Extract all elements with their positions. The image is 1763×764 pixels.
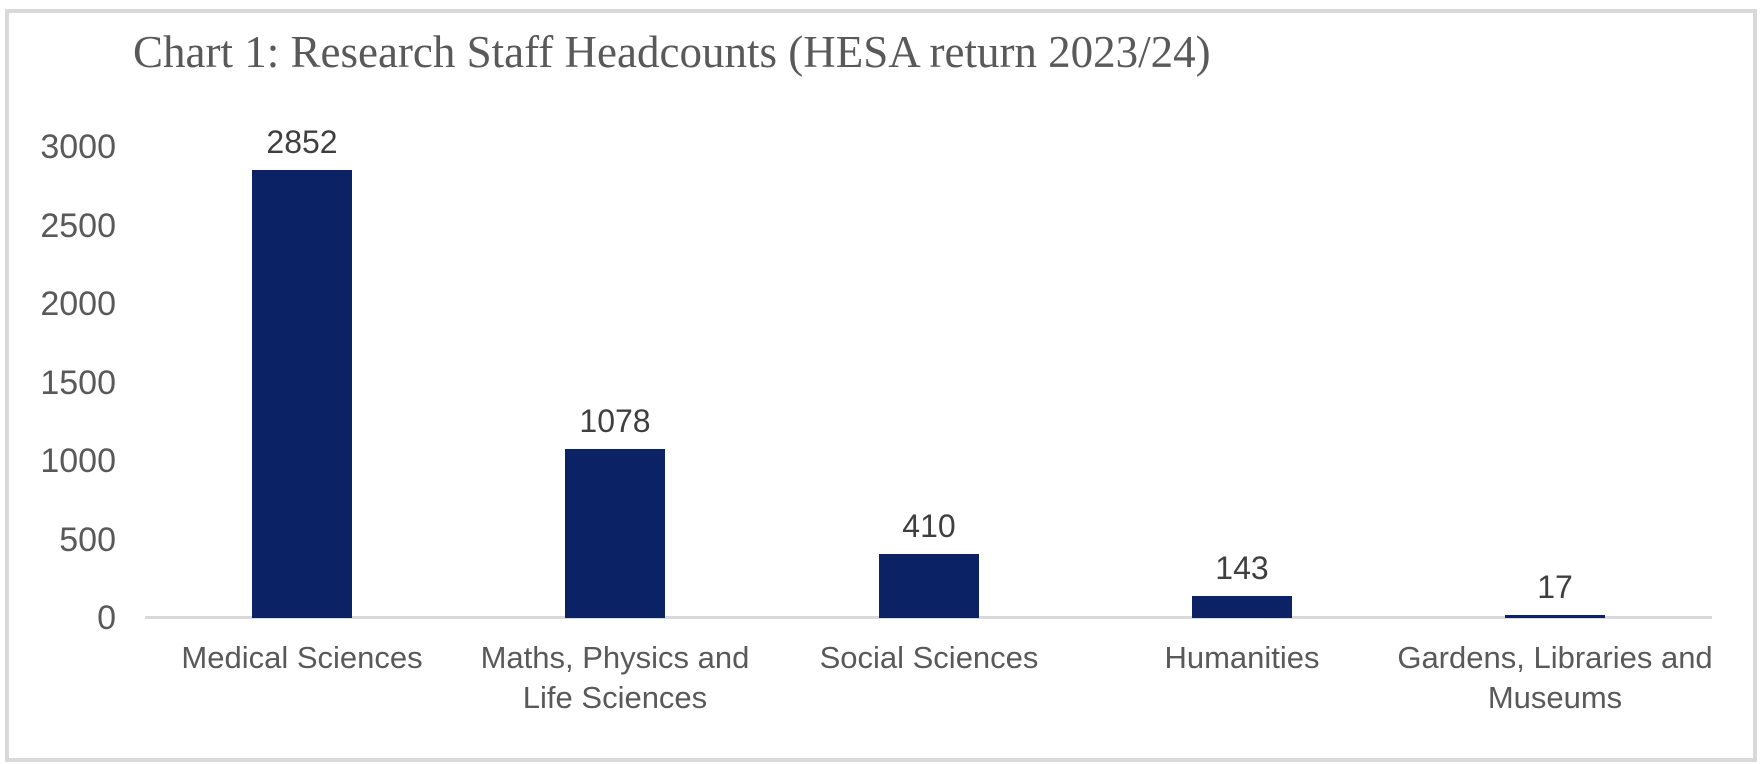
category-label: Gardens, Libraries and Museums (1397, 640, 1713, 715)
category-label: Maths, Physics and Life Sciences (480, 640, 750, 715)
bar-value-label: 1078 (579, 403, 651, 439)
y-tick-label: 3000 (40, 128, 116, 166)
category-label: Social Sciences (819, 640, 1039, 675)
category-label: Medical Sciences (181, 640, 423, 675)
chart-title: Chart 1: Research Staff Headcounts (HESA return 2023/24) (133, 27, 1211, 77)
y-tick-label: 2500 (40, 207, 116, 245)
bar-value-label: 143 (1215, 550, 1269, 586)
bar (879, 554, 979, 618)
bar-value-label: 17 (1537, 569, 1573, 605)
y-tick-label: 2000 (40, 285, 116, 323)
category-label: Humanities (1164, 640, 1320, 675)
bar-value-label: 2852 (266, 124, 338, 160)
y-tick-label: 1500 (40, 364, 116, 402)
bar (1505, 615, 1605, 618)
bar (565, 449, 665, 618)
bar-value-label: 410 (902, 508, 956, 544)
y-tick-label: 0 (97, 599, 116, 637)
y-tick-label: 500 (59, 521, 116, 559)
y-tick-label: 1000 (40, 442, 116, 480)
bar (252, 170, 352, 618)
bar (1192, 596, 1292, 618)
